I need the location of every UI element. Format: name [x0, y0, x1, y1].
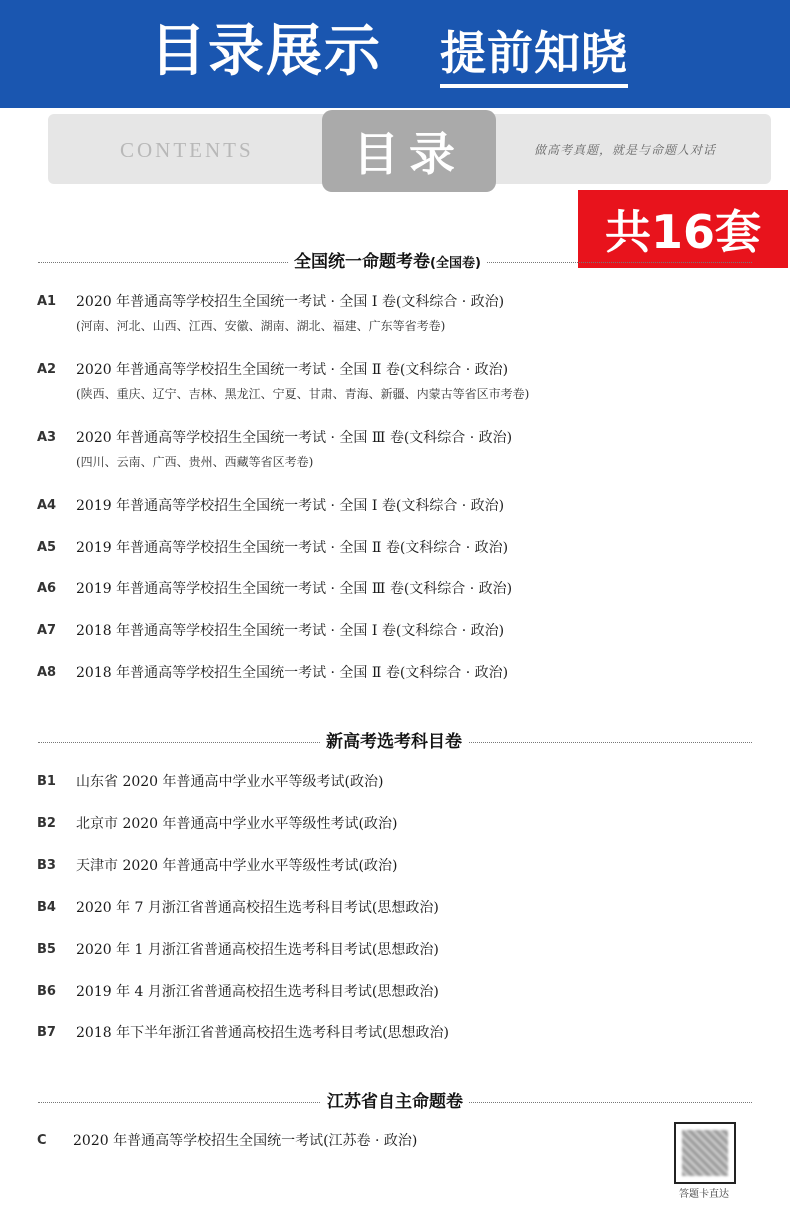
item-code: B7 [37, 1025, 56, 1040]
banner-subtitle: 提前知晓 [440, 22, 628, 88]
section-heading-national [38, 252, 752, 272]
item-title: 2018 年下半年浙江省普通高校招生选考科目考试(思想政治) [76, 1025, 450, 1041]
item-title: 山东省 2020 年普通高中学业水平等级考试(政治) [76, 774, 384, 790]
item-code: A5 [37, 540, 57, 555]
item-code: B4 [37, 900, 56, 915]
banner-title: 目录展示 [150, 19, 382, 84]
item-title: 2020 年 1 月浙江省普通高校招生选考科目考试(思想政治) [76, 942, 439, 958]
item-title: 2018 年普通高等学校招生全国统一考试 · 全国 Ⅰ 卷(文科综合 · 政治) [76, 623, 505, 639]
item-note: (河南、河北、山西、江西、安徽、湖南、湖北、福建、广东等省考卷) [76, 319, 446, 333]
item-code: A7 [37, 623, 57, 638]
contents-word: CONTENTS [120, 138, 254, 162]
item-title: 2020 年普通高等学校招生全国统一考试 · 全国 Ⅰ 卷(文科综合 · 政治) [76, 294, 505, 310]
item-code: C [37, 1133, 47, 1148]
qr-code-image [682, 1130, 728, 1176]
item-title: 2019 年普通高等学校招生全国统一考试 · 全国 Ⅰ 卷(文科综合 · 政治) [76, 498, 505, 514]
slogan: 做高考真题，就是与命题人对话 [534, 143, 717, 157]
section-heading-jiangsu [38, 1092, 752, 1112]
item-code: A2 [37, 362, 57, 377]
item-code: A6 [37, 581, 57, 596]
count-badge: 共16套 [578, 190, 788, 268]
item-title: 2020 年普通高等学校招生全国统一考试 · 全国 Ⅲ 卷(文科综合 · 政治) [76, 430, 513, 446]
qr-caption: 答题卡直达 [679, 1189, 729, 1200]
item-code: A8 [37, 665, 57, 680]
item-title: 2020 年普通高等学校招生全国统一考试(江苏卷 · 政治) [73, 1133, 418, 1149]
item-title: 北京市 2020 年普通高中学业水平等级性考试(政治) [76, 816, 398, 832]
section-title: 新高考选考科目卷 [320, 732, 468, 752]
item-code: B5 [37, 942, 56, 957]
item-title: 2020 年 7 月浙江省普通高校招生选考科目考试(思想政治) [76, 900, 439, 916]
item-title: 2019 年普通高等学校招生全国统一考试 · 全国 Ⅲ 卷(文科综合 · 政治) [76, 581, 513, 597]
item-code: B2 [37, 816, 56, 831]
item-title: 2019 年 4 月浙江省普通高校招生选考科目考试(思想政治) [76, 984, 439, 1000]
item-code: B6 [37, 984, 56, 999]
section-title [288, 252, 487, 274]
item-title: 天津市 2020 年普通高中学业水平等级性考试(政治) [76, 858, 398, 874]
top-banner [0, 0, 790, 108]
section-title-text: 全国统一命题考卷 [294, 252, 430, 272]
item-code: A4 [37, 498, 57, 513]
section-title-note: (全国卷) [430, 256, 481, 271]
toc-label: 目录 [322, 110, 496, 192]
item-code: A1 [37, 294, 57, 309]
item-code: A3 [37, 430, 57, 445]
item-title: 2018 年普通高等学校招生全国统一考试 · 全国 Ⅱ 卷(文科综合 · 政治) [76, 665, 509, 681]
section-heading-new-gaokao [38, 732, 752, 752]
item-code: B1 [37, 774, 56, 789]
item-code: B3 [37, 858, 56, 873]
qr-code[interactable] [674, 1122, 736, 1184]
item-title: 2020 年普通高等学校招生全国统一考试 · 全国 Ⅱ 卷(文科综合 · 政治) [76, 362, 509, 378]
item-note: (四川、云南、广西、贵州、西藏等省区考卷) [76, 455, 314, 469]
item-title: 2019 年普通高等学校招生全国统一考试 · 全国 Ⅱ 卷(文科综合 · 政治) [76, 540, 509, 556]
section-title: 江苏省自主命题卷 [321, 1092, 469, 1112]
item-note: (陕西、重庆、辽宁、吉林、黑龙江、宁夏、甘肃、青海、新疆、内蒙古等省区市考卷) [76, 387, 530, 401]
